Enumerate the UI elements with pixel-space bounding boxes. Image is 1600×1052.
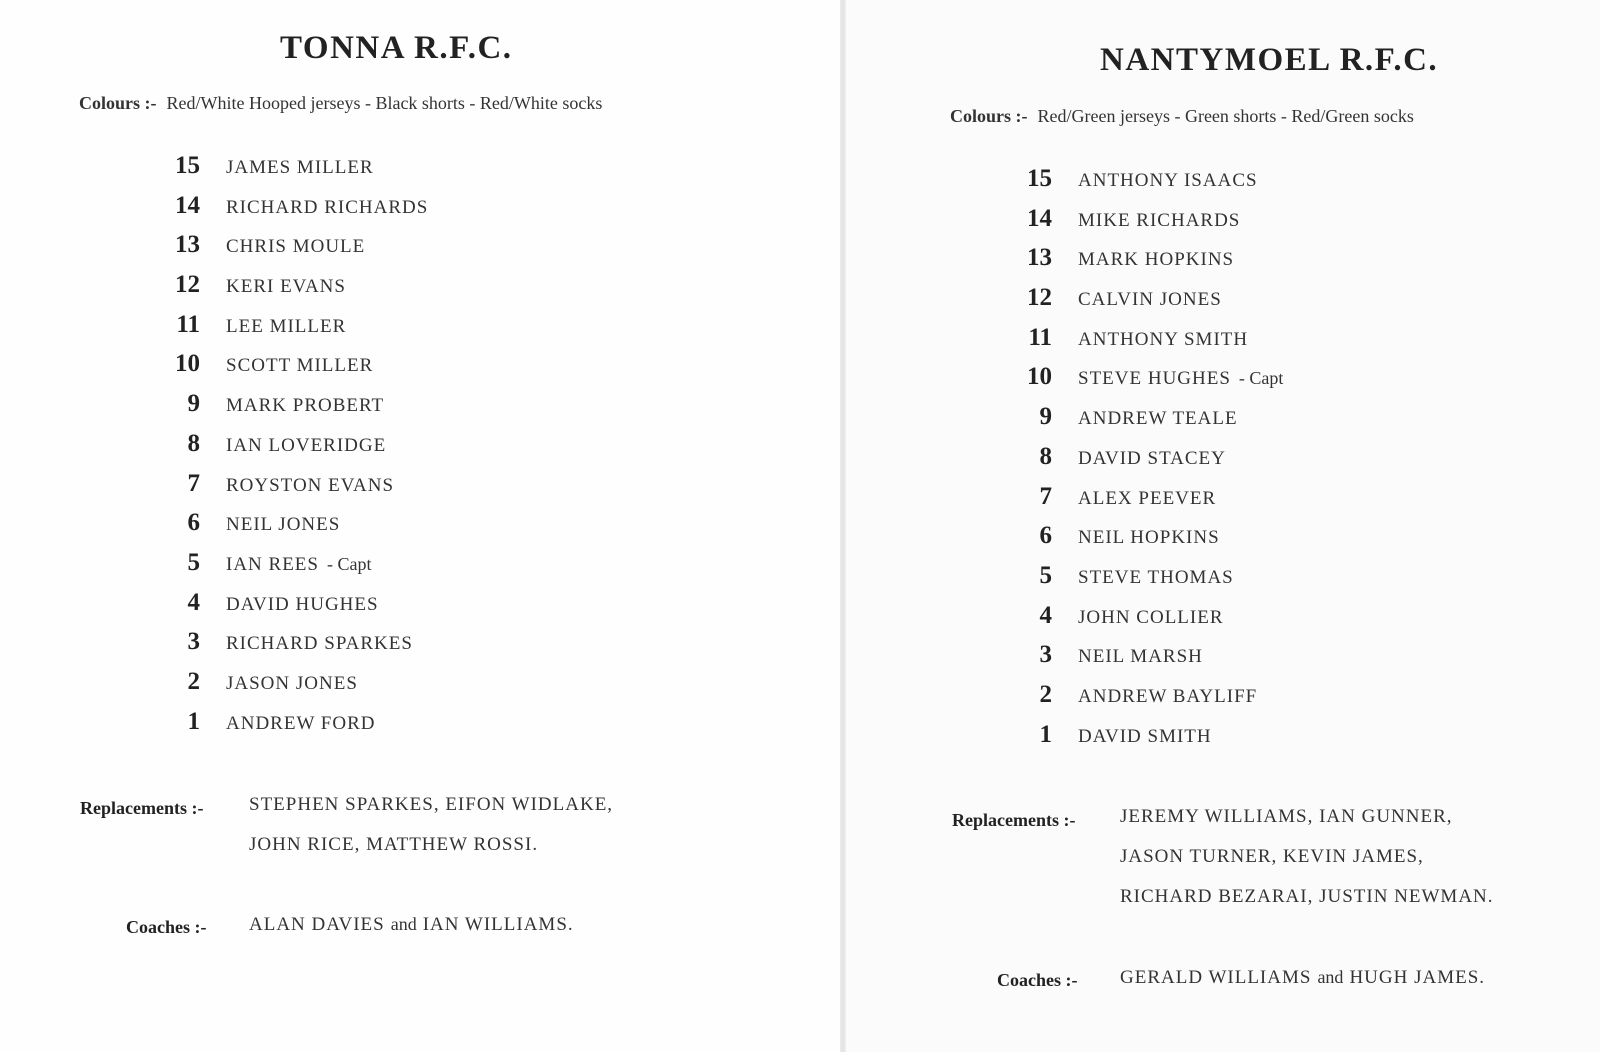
- coach-name: ALAN DAVIES: [249, 914, 385, 935]
- player-name: CHRIS MOULE: [226, 236, 366, 258]
- player-name: ANDREW FORD: [226, 712, 376, 734]
- shirt-number: 4: [187, 588, 200, 616]
- team-colours: [79, 93, 602, 114]
- shirt-number: 7: [187, 469, 200, 497]
- shirt-number: 2: [1039, 680, 1052, 708]
- player-name: MARK HOPKINS: [1078, 249, 1235, 271]
- coach-name: HUGH JAMES.: [1349, 967, 1486, 988]
- player-name: SCOTT MILLER: [226, 355, 374, 377]
- shirt-number: 9: [1039, 403, 1052, 431]
- player-name: ANDREW TEALE: [1078, 408, 1238, 430]
- replacements-list: [1120, 797, 1494, 917]
- shirt-number: 11: [176, 310, 200, 338]
- shirt-number: 12: [1027, 284, 1052, 312]
- replacements-label: Replacements :-: [80, 798, 204, 818]
- player-name: JAMES MILLER: [226, 157, 374, 178]
- colours-label: Colours :-: [79, 93, 157, 113]
- shirt-number: 14: [175, 191, 200, 219]
- player-name: IAN LOVERIDGE: [226, 434, 387, 456]
- coaches-list: [249, 904, 574, 945]
- player-name: CALVIN JONES: [1078, 289, 1222, 311]
- shirt-number: 3: [1039, 641, 1052, 669]
- replacements-line: STEPHEN SPARKES, EIFON WIDLAKE,: [249, 794, 614, 815]
- player-name: DAVID HUGHES: [226, 593, 379, 615]
- coaches-label: Coaches :-: [997, 970, 1078, 990]
- shirt-number: 6: [187, 509, 200, 537]
- colours-label: Colours :-: [950, 106, 1028, 126]
- player-name: ANTHONY ISAACS: [1078, 170, 1258, 191]
- captain-note: - Capt: [1238, 368, 1284, 389]
- replacements-line: JASON TURNER, KEVIN JAMES,: [1120, 846, 1424, 867]
- shirt-number: 6: [1039, 522, 1052, 550]
- shirt-number: 9: [187, 390, 200, 418]
- shirt-number: 10: [175, 350, 200, 378]
- player-name: DAVID SMITH: [1078, 725, 1212, 747]
- team-title: TONNA R.F.C.: [280, 30, 513, 66]
- coach-and: and: [390, 914, 417, 934]
- player-name: NEIL MARSH: [1078, 646, 1203, 668]
- shirt-number: 2: [187, 667, 200, 695]
- replacements-label: Replacements :-: [952, 810, 1076, 830]
- player-name: MIKE RICHARDS: [1078, 209, 1241, 231]
- shirt-number: 5: [187, 548, 200, 576]
- player-name: DAVID STACEY: [1078, 447, 1226, 469]
- shirt-number: 12: [175, 271, 200, 299]
- player-name: ALEX PEEVER: [1078, 487, 1217, 509]
- shirt-number: 13: [1027, 244, 1052, 272]
- captain-note: - Capt: [326, 553, 372, 574]
- coach-name: IAN WILLIAMS.: [422, 914, 574, 935]
- player-name: STEVE THOMAS: [1078, 566, 1234, 588]
- player-name: ANTHONY SMITH: [1078, 328, 1249, 350]
- shirt-number: 8: [187, 429, 200, 457]
- shirt-number: 10: [1027, 363, 1052, 391]
- player-name: RICHARD SPARKES: [226, 633, 413, 655]
- coaches-list: [1120, 957, 1485, 998]
- replacements-line: JOHN RICE, MATTHEW ROSSI.: [249, 834, 539, 855]
- shirt-number: 5: [1039, 561, 1052, 589]
- replacements-line: JEREMY WILLIAMS, IAN GUNNER,: [1120, 806, 1453, 827]
- shirt-number: 7: [1039, 482, 1052, 510]
- coach-name: GERALD WILLIAMS: [1120, 967, 1312, 988]
- player-name: ANDREW BAYLIFF: [1078, 685, 1258, 707]
- player-name: RICHARD RICHARDS: [226, 196, 429, 218]
- page-nantymoel: [846, 0, 1600, 1052]
- team-colours: [950, 106, 1414, 127]
- colours-text: Red/Green jerseys - Green shorts - Red/Green socks: [1037, 106, 1414, 126]
- shirt-number: 15: [1027, 165, 1052, 192]
- replacements-line: RICHARD BEZARAI, JUSTIN NEWMAN.: [1120, 886, 1494, 907]
- shirt-number: 14: [1027, 204, 1052, 232]
- replacements-list: [249, 785, 613, 865]
- shirt-number: 13: [175, 231, 200, 259]
- player-name: NEIL HOPKINS: [1078, 527, 1220, 549]
- player-name: KERI EVANS: [226, 276, 346, 298]
- player-name: LEE MILLER: [226, 315, 347, 337]
- player-name: NEIL JONES: [226, 514, 341, 536]
- colours-text: Red/White Hooped jerseys - Black shorts - Red/White socks: [166, 93, 603, 113]
- player-name: ROYSTON EVANS: [226, 474, 395, 496]
- shirt-number: 15: [175, 152, 200, 179]
- player-name: IAN REES - Capt: [226, 553, 372, 575]
- shirt-number: 4: [1039, 601, 1052, 629]
- coaches-label: Coaches :-: [126, 917, 207, 937]
- player-name: JOHN COLLIER: [1078, 606, 1224, 628]
- shirt-number: 11: [1028, 323, 1052, 351]
- shirt-number: 1: [1039, 720, 1052, 748]
- shirt-number: 3: [187, 628, 200, 656]
- coach-and: and: [1317, 967, 1344, 987]
- team-title: NANTYMOEL R.F.C.: [1100, 42, 1439, 78]
- player-name: JASON JONES: [226, 672, 358, 694]
- player-name: STEVE HUGHES - Capt: [1078, 368, 1284, 390]
- shirt-number: 8: [1039, 442, 1052, 470]
- shirt-number: 1: [187, 707, 200, 735]
- player-name: MARK PROBERT: [226, 395, 385, 417]
